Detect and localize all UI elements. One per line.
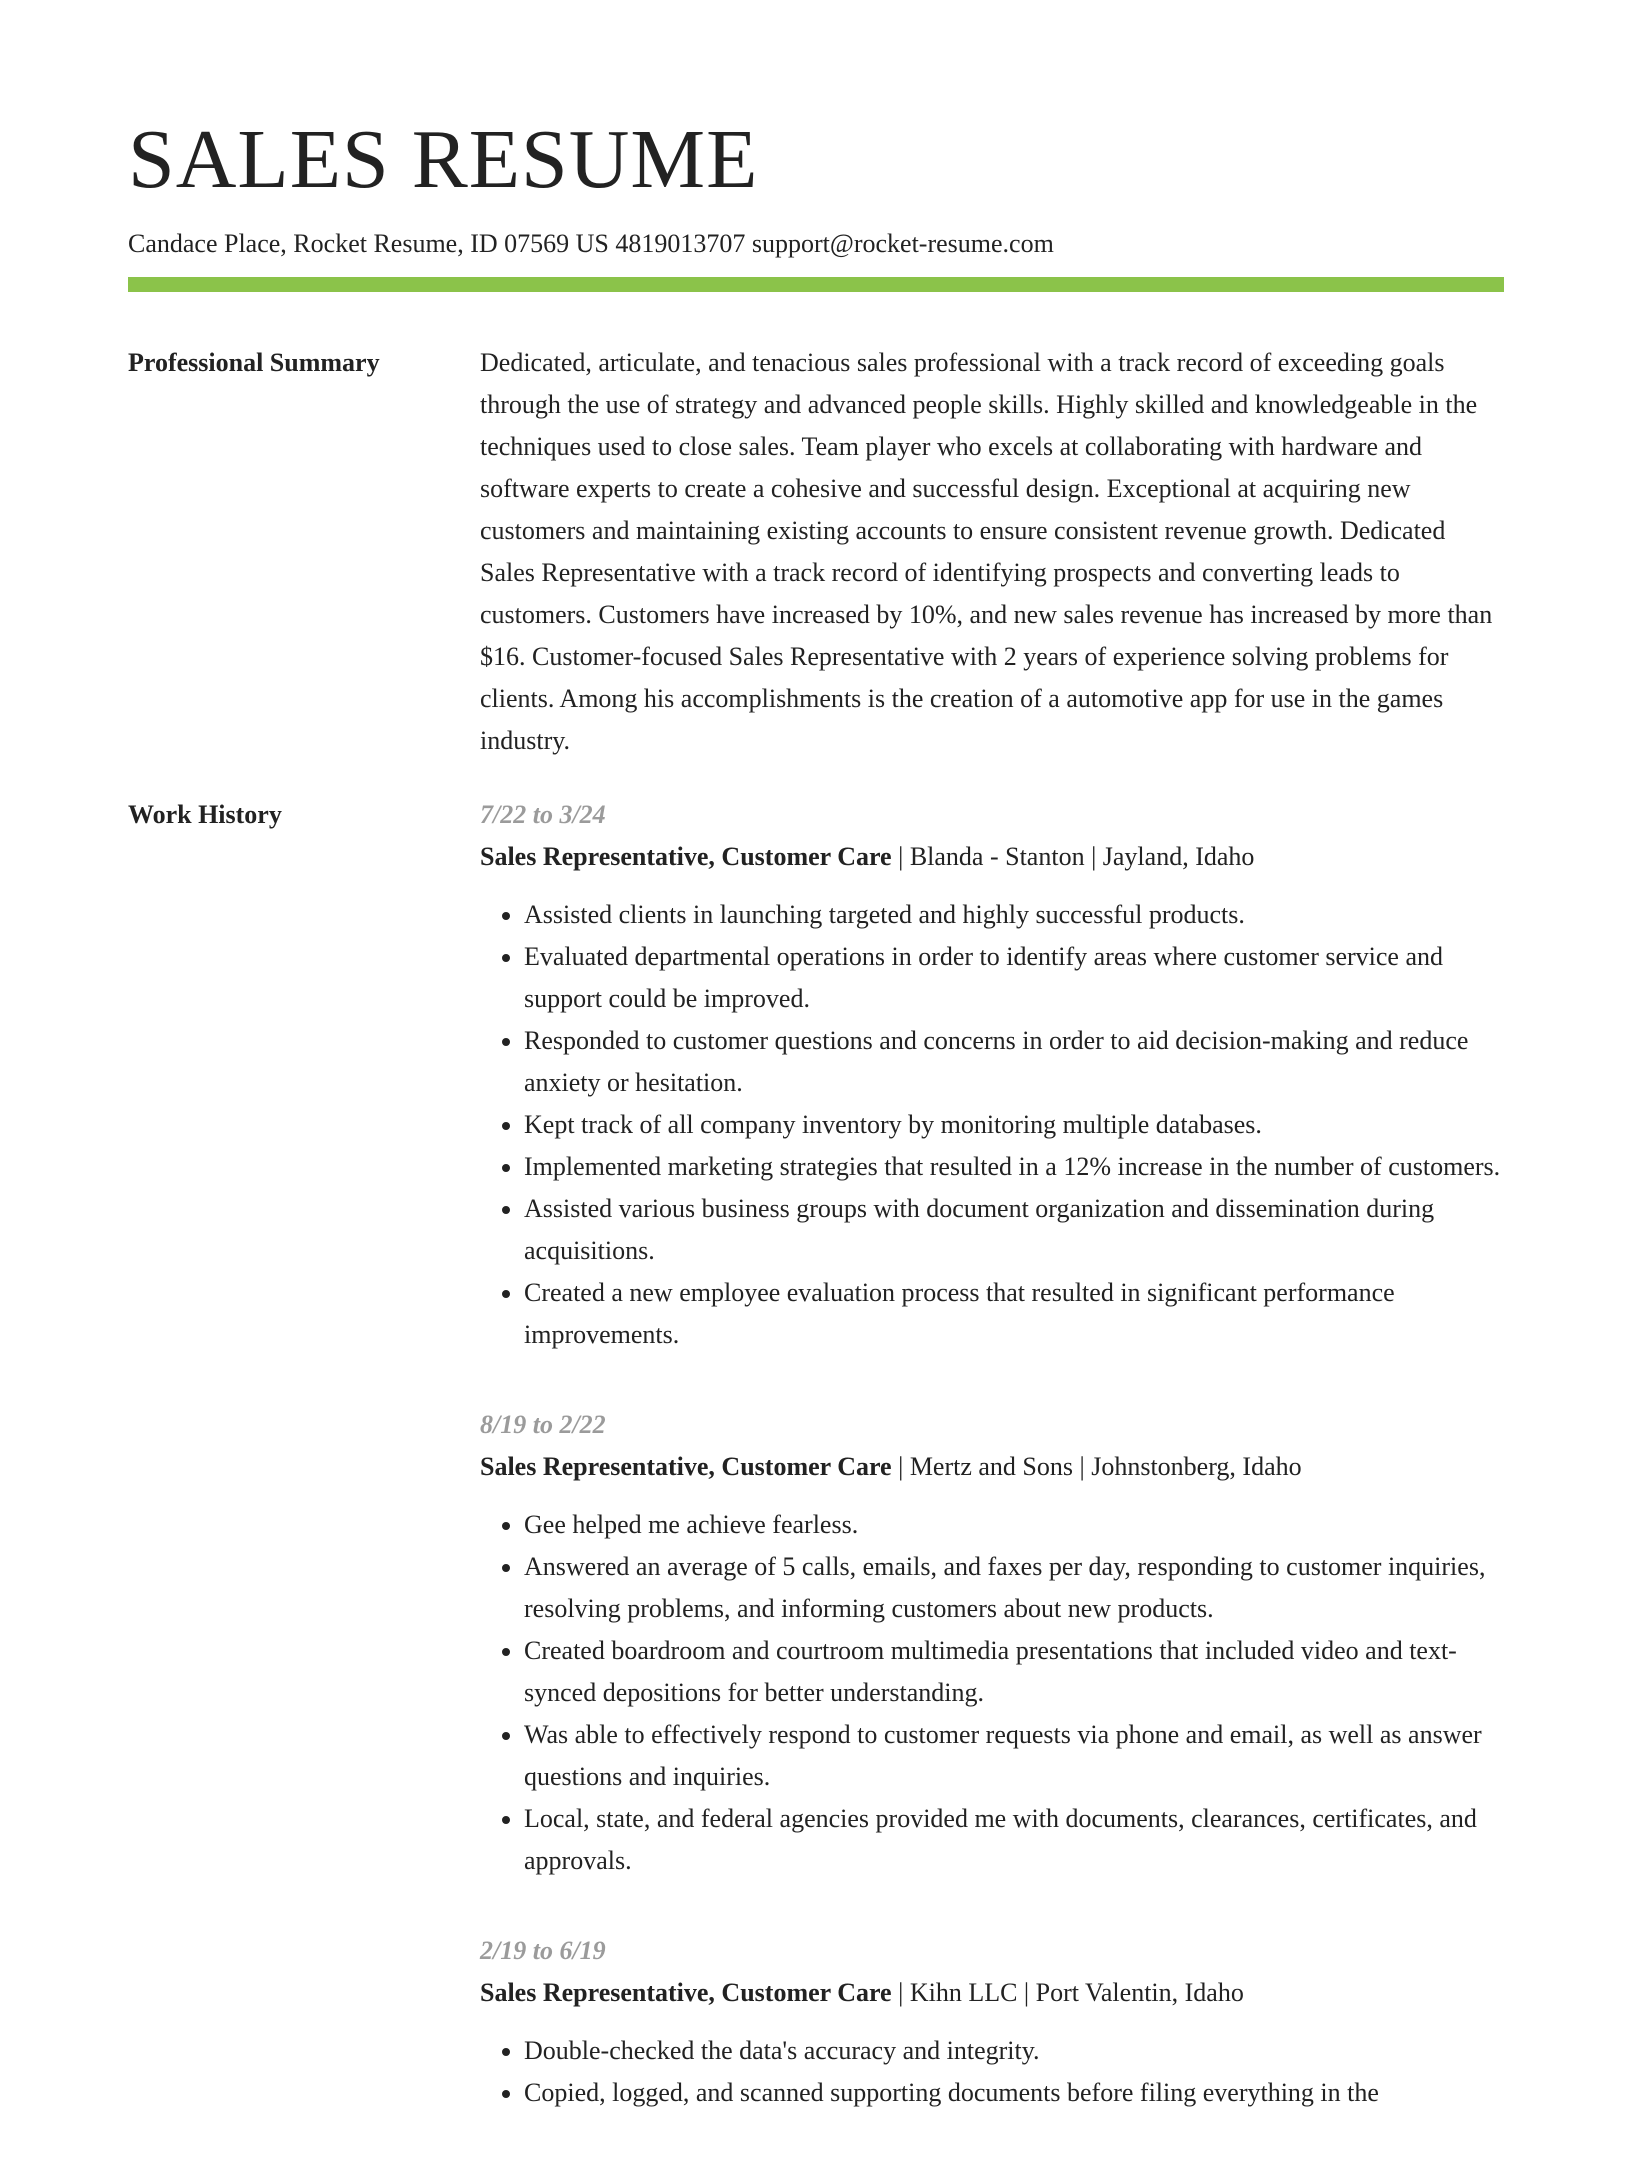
job-bullet: • Local, state, and federal agencies provided me with documents, clearances, certificates, and approvals. <box>524 1798 1504 1882</box>
job-dates: 2/19 to 6/19 <box>480 1936 606 1966</box>
job-bullet: • Assisted clients in launching targeted and highly successful products. <box>524 894 1504 936</box>
job-bullet: • Implemented marketing strategies that resulted in a 12% increase in the number of customers. <box>524 1146 1504 1188</box>
job-dates: 7/22 to 3/24 <box>480 800 606 830</box>
contact-line: Candace Place, Rocket Resume, ID 07569 US 4819013707 support@rocket-resume.com <box>128 229 1054 258</box>
job-bullets <box>480 2030 1504 2114</box>
job-dates: 8/19 to 2/22 <box>480 1410 606 1440</box>
resume-page <box>128 113 1504 2162</box>
job-bullets <box>480 894 1504 1356</box>
job-bullets <box>480 1504 1504 1882</box>
job-title-line <box>480 836 1504 878</box>
work-history-section <box>128 794 1504 2162</box>
job-bullet: • Created boardroom and courtroom multimedia presentations that included video and text-synced depositions for better understanding. <box>524 1630 1504 1714</box>
job-bullet: • Gee helped me achieve fearless. <box>524 1504 1504 1546</box>
job-details: | Kihn LLC | Port Valentin, Idaho <box>891 1978 1244 2008</box>
job-bullet: • Created a new employee evaluation process that resulted in significant performance improvements. <box>524 1272 1504 1356</box>
job-entry <box>480 1930 1504 2114</box>
job-bullet: • Kept track of all company inventory by monitoring multiple databases. <box>524 1104 1504 1146</box>
job-bullet: • Answered an average of 5 calls, emails, and faxes per day, responding to customer inquiries, resolving problems, and informing customers about new products. <box>524 1546 1504 1630</box>
job-bullet: • Double-checked the data's accuracy and integrity. <box>524 2030 1504 2072</box>
header-divider <box>128 277 1504 292</box>
job-details: | Mertz and Sons | Johnstonberg, Idaho <box>891 1452 1302 1482</box>
section-label-work-history: Work History <box>128 800 282 830</box>
job-title: Sales Representative, Customer Care <box>480 1452 892 1482</box>
section-label-summary: Professional Summary <box>128 348 380 378</box>
work-history-list <box>480 794 1504 2162</box>
job-title-line <box>480 1972 1504 2014</box>
resume-title: SALES RESUME <box>128 113 759 206</box>
job-bullet: • Was able to effectively respond to customer requests via phone and email, as well as answer questions and inquiries. <box>524 1714 1504 1798</box>
job-bullet: • Copied, logged, and scanned supporting documents before filing everything in the <box>524 2072 1504 2114</box>
job-bullet: • Assisted various business groups with document organization and dissemination during acquisitions. <box>524 1188 1504 1272</box>
job-bullet: • Responded to customer questions and concerns in order to aid decision-making and reduce anxiety or hesitation. <box>524 1020 1504 1104</box>
job-bullet: • Evaluated departmental operations in order to identify areas where customer service and support could be improved. <box>524 936 1504 1020</box>
job-title-line <box>480 1446 1504 1488</box>
job-entry <box>480 794 1504 1356</box>
job-title: Sales Representative, Customer Care <box>480 842 892 872</box>
job-details: | Blanda - Stanton | Jayland, Idaho <box>891 842 1255 872</box>
job-title: Sales Representative, Customer Care <box>480 1978 892 2008</box>
job-entry <box>480 1404 1504 1882</box>
professional-summary-section <box>128 342 1504 762</box>
summary-text: Dedicated, articulate, and tenacious sales professional with a track record of exceeding goals through the use of strategy and advanced people skills. Highly skilled and knowledgeable in the techniques used to close sales. Team player who excels at collaborating with hardware and software experts to create a cohesive and successful design. Exceptional at acquiring new customers and maintaining existing accounts to ensure consistent revenue growth. Dedicated Sales Representative with a track record of identifying prospects and converting leads to customers. Customers have increased by 10%, and new sales revenue has increased by more than $16. Customer-focused Sales Representative with 2 years of experience solving problems for clients. Among his accomplishments is the creation of a automotive app for use in the games industry. <box>480 348 1493 756</box>
